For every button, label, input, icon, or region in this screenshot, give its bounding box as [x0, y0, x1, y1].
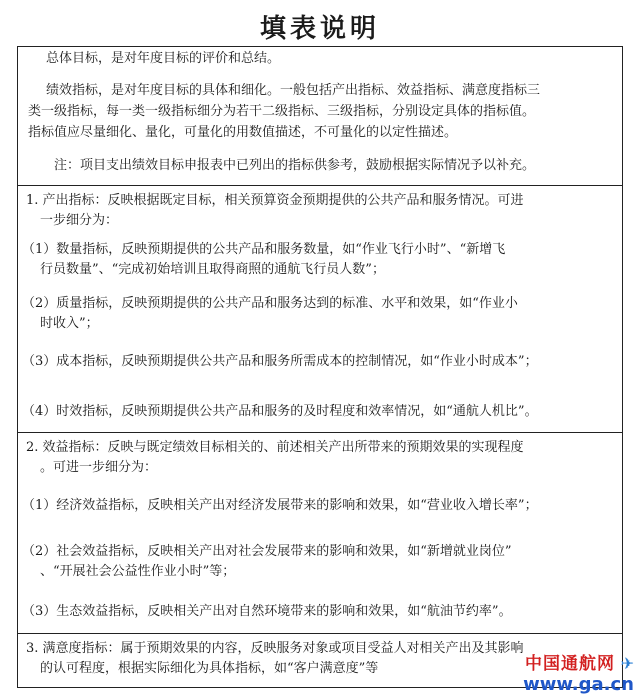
intro-line-2: 绩效指标，是对年度目标的具体和细化。一般包括产出指标、效益指标、满意度指标三 [46, 83, 541, 98]
satisfaction-heading: 3. 满意度指标：属于预期效果的内容，反映服务对象或项目受益人对相关产出及其影响 [26, 641, 524, 656]
output-heading: 1. 产出指标：反映根据既定目标，相关预算资金预期提供的公共产品和服务情况。可进 [26, 193, 524, 208]
quality-indicator: （2）质量指标，反映预期提供的公共产品和服务达到的标准、水平和效果，如“作业小 [22, 296, 518, 311]
output-indicators-section [18, 185, 622, 433]
quantity-indicator: （1）数量指标，反映预期提供的公共产品和服务数量，如“作业飞行小时”、“新增飞 [22, 242, 506, 257]
instructions-table [17, 46, 623, 688]
intro-note: 注：项目支出绩效目标申报表中已列出的指标供参考，鼓励根据实际情况予以补充。 [54, 158, 536, 173]
social-benefit-indicator-cont: 、“开展社会公益性作业小时”等； [40, 564, 236, 579]
watermark-url: www.ga.cn [523, 674, 634, 695]
intro-section [18, 47, 622, 186]
watermark-name: 中国通航网 [525, 654, 616, 674]
benefit-heading: 2. 效益指标：反映与既定绩效目标相关的、前述相关产出所带来的预期效果的实现程度 [26, 440, 524, 455]
economic-benefit-indicator: （1）经济效益指标，反映相关产出对经济发展带来的影响和效果，如“营业收入增长率”； [22, 498, 538, 513]
timeliness-indicator: （4）时效指标，反映预期提供公共产品和服务的及时程度和效率情况，如“通航人机比”。 [22, 404, 538, 419]
airplane-icon: ✈ [620, 654, 634, 673]
watermark-logo [523, 649, 634, 695]
benefit-indicators-section [18, 432, 622, 634]
satisfaction-heading-cont: 的认可程度，根据实际细化为具体指标，如“客户满意度”等 [40, 661, 379, 676]
benefit-heading-cont: 。可进一步细分为： [40, 460, 158, 475]
social-benefit-indicator: （2）社会效益指标，反映相关产出对社会发展带来的影响和效果，如“新增就业岗位” [22, 544, 512, 559]
ecological-benefit-indicator: （3）生态效益指标，反映相关产出对自然环境带来的影响和效果，如“航油节约率”。 [22, 604, 512, 619]
intro-line-3: 类一级指标，每一类一级指标细分为若干二级指标、三级指标，分别设定具体的指标值。 [28, 104, 536, 119]
quality-indicator-cont: 时收入”； [40, 316, 99, 331]
quantity-indicator-cont: 行员数量”、“完成初始培训且取得商照的通航飞行员人数”； [40, 262, 385, 277]
page-title: 填表说明 [259, 14, 380, 44]
cost-indicator: （3）成本指标，反映预期提供公共产品和服务所需成本的控制情况，如“作业小时成本”； [22, 354, 538, 369]
output-heading-cont: 一步细分为： [40, 213, 119, 228]
intro-line-4: 指标值应尽量细化、量化，可量化的用数值描述，不可量化的以定性描述。 [28, 125, 458, 140]
intro-line-1: 总体目标，是对年度目标的评价和总结。 [46, 51, 281, 66]
